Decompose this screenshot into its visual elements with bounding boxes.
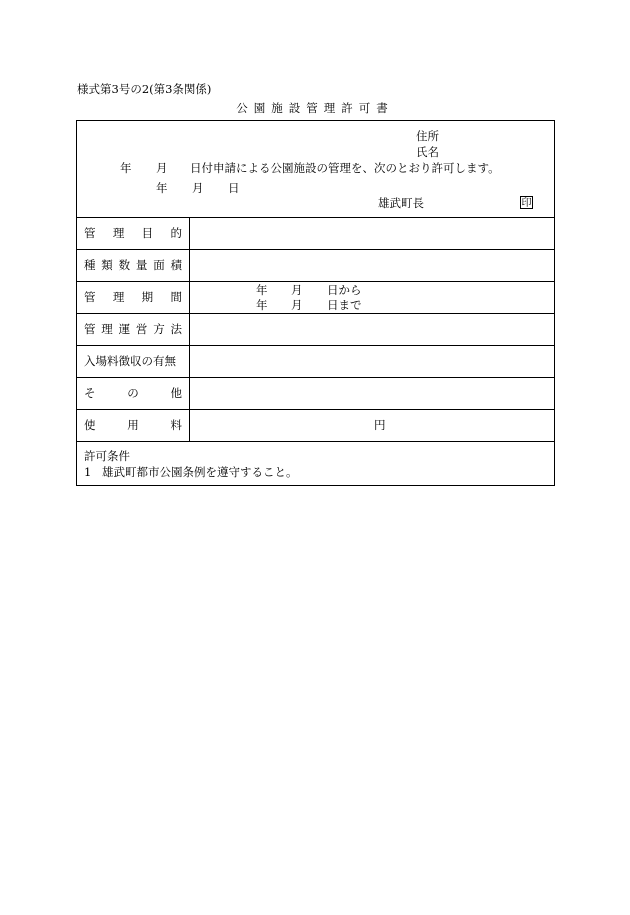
- permit-table: [76, 120, 555, 486]
- issue-month: 月: [192, 181, 204, 195]
- period-from-year: 年: [256, 283, 268, 297]
- application-month: 月: [156, 161, 168, 175]
- label-admission-fee: 入場料徴収の有無: [84, 354, 176, 368]
- seal-mark: 印: [521, 198, 532, 209]
- label-management-period: 管 理 期 間: [84, 290, 182, 304]
- period-to-month: 月: [291, 298, 303, 312]
- period-from-month: 月: [291, 283, 303, 297]
- label-type-quantity-area: 種 類 数 量 面 積: [84, 258, 182, 272]
- form-reference: 様式第3号の2(第3条関係): [77, 82, 212, 96]
- document-title: 公園施設管理許可書: [236, 101, 394, 115]
- application-text: 日付申請による公園施設の管理を、次のとおり許可します。: [190, 161, 500, 175]
- name-label: 氏名: [416, 145, 439, 159]
- period-from-day: 日から: [327, 283, 362, 297]
- issuer-title: 雄武町長: [378, 196, 424, 210]
- issue-day: 日: [228, 181, 240, 195]
- fee-unit: 円: [374, 418, 386, 432]
- issue-year: 年: [156, 181, 168, 195]
- condition-item-number: 1: [84, 465, 92, 479]
- label-usage-fee: 使 用 料: [84, 418, 182, 432]
- label-purpose: 管 理 目 的: [84, 226, 182, 240]
- period-to-year: 年: [256, 298, 268, 312]
- address-label: 住所: [416, 129, 439, 143]
- period-to-day: 日まで: [327, 298, 362, 312]
- label-other: そ の 他: [84, 386, 182, 400]
- condition-item-text: 雄武町都市公園条例を遵守すること。: [102, 465, 298, 479]
- conditions-heading: 許可条件: [84, 449, 130, 463]
- application-year: 年: [120, 161, 132, 175]
- label-operation-method: 管 理 運 営 方 法: [84, 322, 182, 336]
